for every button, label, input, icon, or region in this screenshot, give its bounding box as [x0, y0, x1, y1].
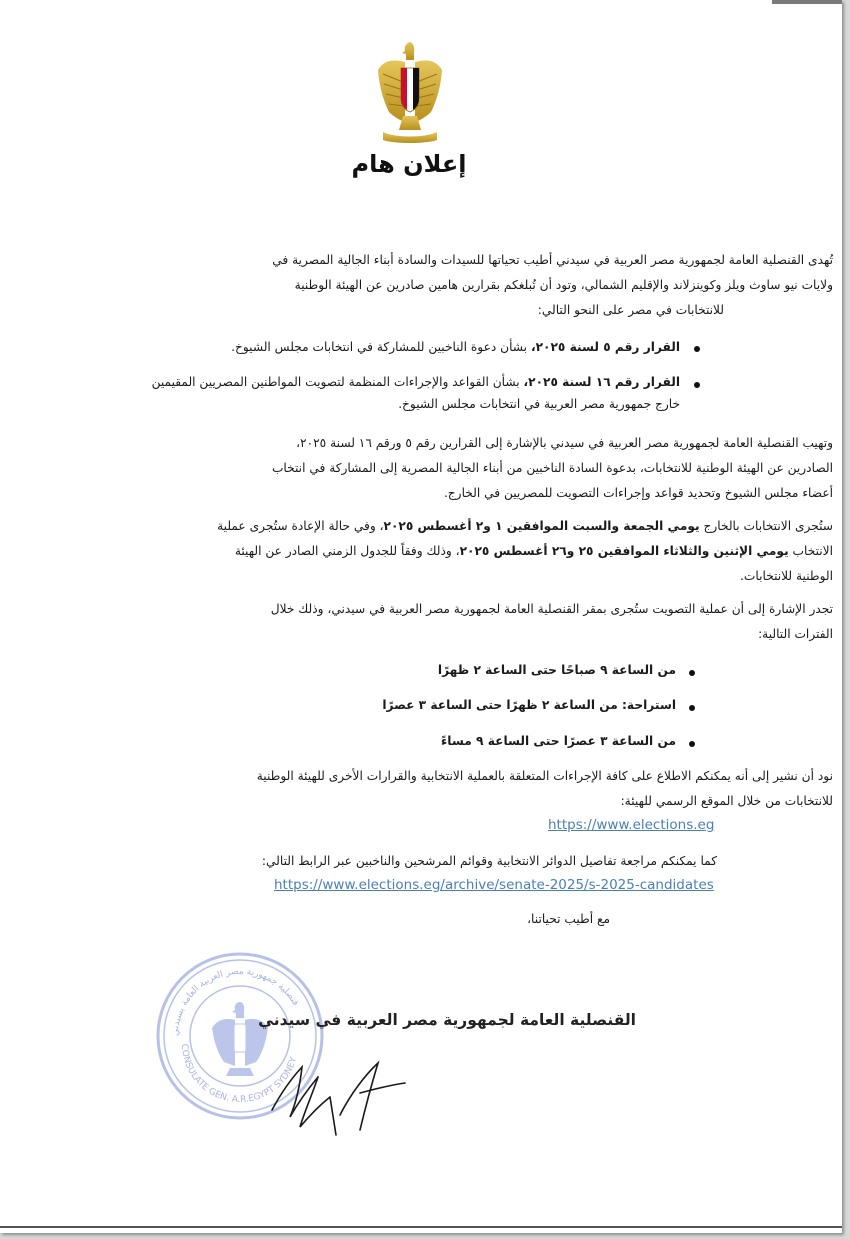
para3-line-3: الوطنية للانتخابات.	[740, 569, 833, 583]
hours-item: من الساعة ٣ عصرًا حتى الساعة ٩ مساءً	[441, 734, 676, 748]
top-edge-bar	[772, 0, 842, 4]
hours-item: من الساعة ٩ صباحًا حتى الساعة ٢ ظهرًا	[437, 663, 676, 677]
candidates-archive-link[interactable]: https://www.elections.eg/archive/senate-2025/s-2025-candidates	[274, 877, 714, 893]
signer-name: القنصلية العامة لجمهورية مصر العربية في سيدني	[258, 1011, 636, 1029]
para2-line-2: الصادرين عن الهيئة الوطنية للانتخابات، بدعوة السادة الناخبين من أبناء الجالية المصرية إلى المشاركة في انتخاب	[271, 461, 833, 475]
bullet-icon	[694, 346, 700, 352]
page-title: إعلان هام	[351, 150, 467, 178]
para2-line-1: وتهيب القنصلية العامة لجمهورية مصر العربية في سيدني بالإشارة إلى القرارين رقم ٥ ورقم ١٦ لسنة ٢٠٢٥،	[296, 436, 833, 450]
egypt-eagle-emblem-icon	[375, 40, 445, 144]
decision-title: القرار رقم ١٦ لسنة ٢٠٢٥،	[523, 375, 680, 389]
decision-title: القرار رقم ٥ لسنة ٢٠٢٥،	[530, 340, 680, 354]
para3-text: ، وذلك وفقاً للجدول الزمني الصادر عن الهيئة	[234, 544, 460, 558]
para5-line-1: نود أن نشير إلى أنه يمكنكم الاطلاع على كافة الإجراءات المتعلقة بالعملية الانتخابية والقرارات الأخرى للهيئة الوطنية	[256, 769, 833, 783]
para3-date-bold: يومي الجمعة والسبت الموافقين ١ و٢ أغسطس ٢٠٢٥	[383, 519, 700, 533]
elections-website-link[interactable]: https://www.elections.eg	[548, 817, 715, 833]
para3-text: الانتخاب	[788, 544, 833, 558]
intro-line-2: ولايات نيو ساوث ويلز وكوينزلاند والإقليم الشمالي، وتود أن تُبلغكم بقرارين هامين صادرين عن الهيئة الوطنية	[294, 278, 833, 292]
bullet-icon	[689, 670, 695, 676]
para3-date-bold: يومي الإثنين والثلاثاء الموافقين ٢٥ و٢٦ أغسطس ٢٠٢٥	[459, 544, 789, 558]
decision-text-line-2: خارج جمهورية مصر العربية في انتخابات مجلس الشيوخ.	[398, 397, 680, 411]
para3-text: ستُجرى الانتخابات بالخارج	[699, 519, 833, 533]
decision-text: بشأن القواعد والإجراءات المنظمة لتصويت المواطنين المصريين المقيمين	[151, 375, 520, 389]
svg-text:قنصلية جمهورية مصر العربية الع: قنصلية جمهورية مصر العربية العامة بسيدني	[170, 966, 301, 1037]
intro-line-3: للانتخابات في مصر على النحو التالي:	[537, 303, 724, 317]
decision-text: بشأن دعوة الناخبين للمشاركة في انتخابات مجلس الشيوخ.	[231, 340, 528, 354]
bullet-icon	[689, 741, 695, 747]
para6: كما يمكنكم مراجعة تفاصيل الدوائر الانتخابية وقوائم المرشحين والناخبين عبر الرابط التالي:	[261, 854, 717, 868]
para3-line-1	[217, 520, 833, 533]
decision-item	[231, 341, 680, 354]
para5-line-2: للانتخابات من خلال الموقع الرسمي للهيئة:	[620, 794, 833, 808]
bullet-icon	[689, 705, 695, 711]
hours-item: استراحة: من الساعة ٢ ظهرًا حتى الساعة ٣ عصرًا	[382, 698, 676, 712]
bottom-edge-line	[0, 1226, 842, 1228]
handwritten-signature	[260, 1055, 410, 1145]
para4-line-2: الفترات التالية:	[758, 627, 833, 641]
decision-item	[152, 376, 680, 389]
closing-greeting: مع أطيب تحياتنا،	[527, 912, 610, 926]
para3-line-2	[235, 545, 833, 558]
intro-line-1: تُهدى القنصلية العامة لجمهورية مصر العربية في سيدني أطيب تحياتها للسيدات والسادة أبناء الجالية المصرية في	[272, 253, 833, 267]
svg-text:CONSULATE GEN. A.R.EGYPT SYDNE: CONSULATE GEN. A.R.EGYPT SYDNEY	[178, 1043, 300, 1106]
bullet-icon	[694, 382, 700, 388]
para3-text: ، وفي حالة الإعادة ستُجرى عملية	[217, 519, 384, 533]
para2-line-3: أعضاء مجلس الشيوخ وتحديد قواعد وإجراءات التصويت للمصريين في الخارج.	[443, 486, 833, 500]
para4-line-1: تجدر الإشارة إلى أن عملية التصويت ستُجرى بمقر القنصلية العامة لجمهورية مصر العربية في سيدني، وذلك خلال	[270, 602, 833, 616]
